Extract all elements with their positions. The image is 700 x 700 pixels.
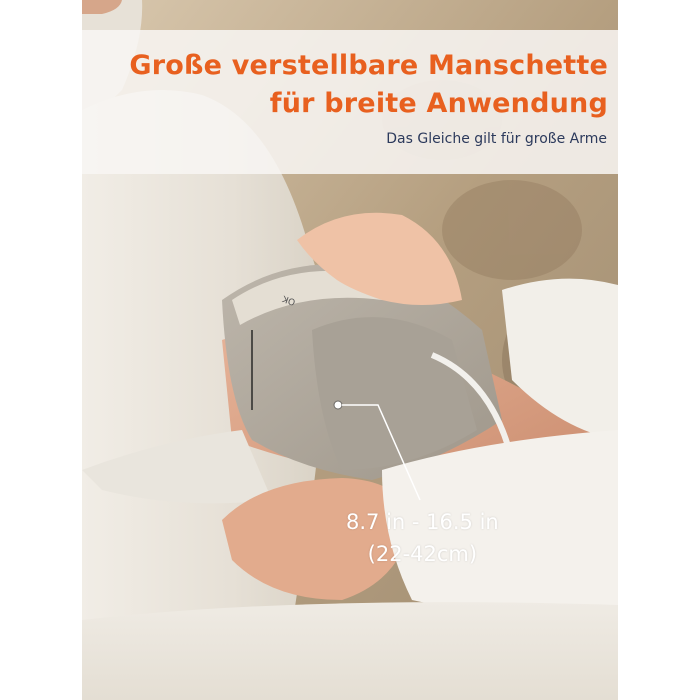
callout-marker-icon xyxy=(334,401,342,409)
cuff-mark: OK xyxy=(281,292,298,307)
subheadline: Das Gleiche gilt für große Arme xyxy=(386,131,607,147)
cuff-size-label xyxy=(346,506,499,570)
cuff-size-metric: (22-42cm) xyxy=(367,542,478,566)
headline-line-1: Große verstellbare Manschette xyxy=(129,50,608,81)
cuff-size-imperial: 8.7 in - 16.5 in xyxy=(346,510,499,534)
table xyxy=(82,602,618,700)
headline xyxy=(129,47,608,123)
headline-line-2: für breite Anwendung xyxy=(269,88,608,119)
